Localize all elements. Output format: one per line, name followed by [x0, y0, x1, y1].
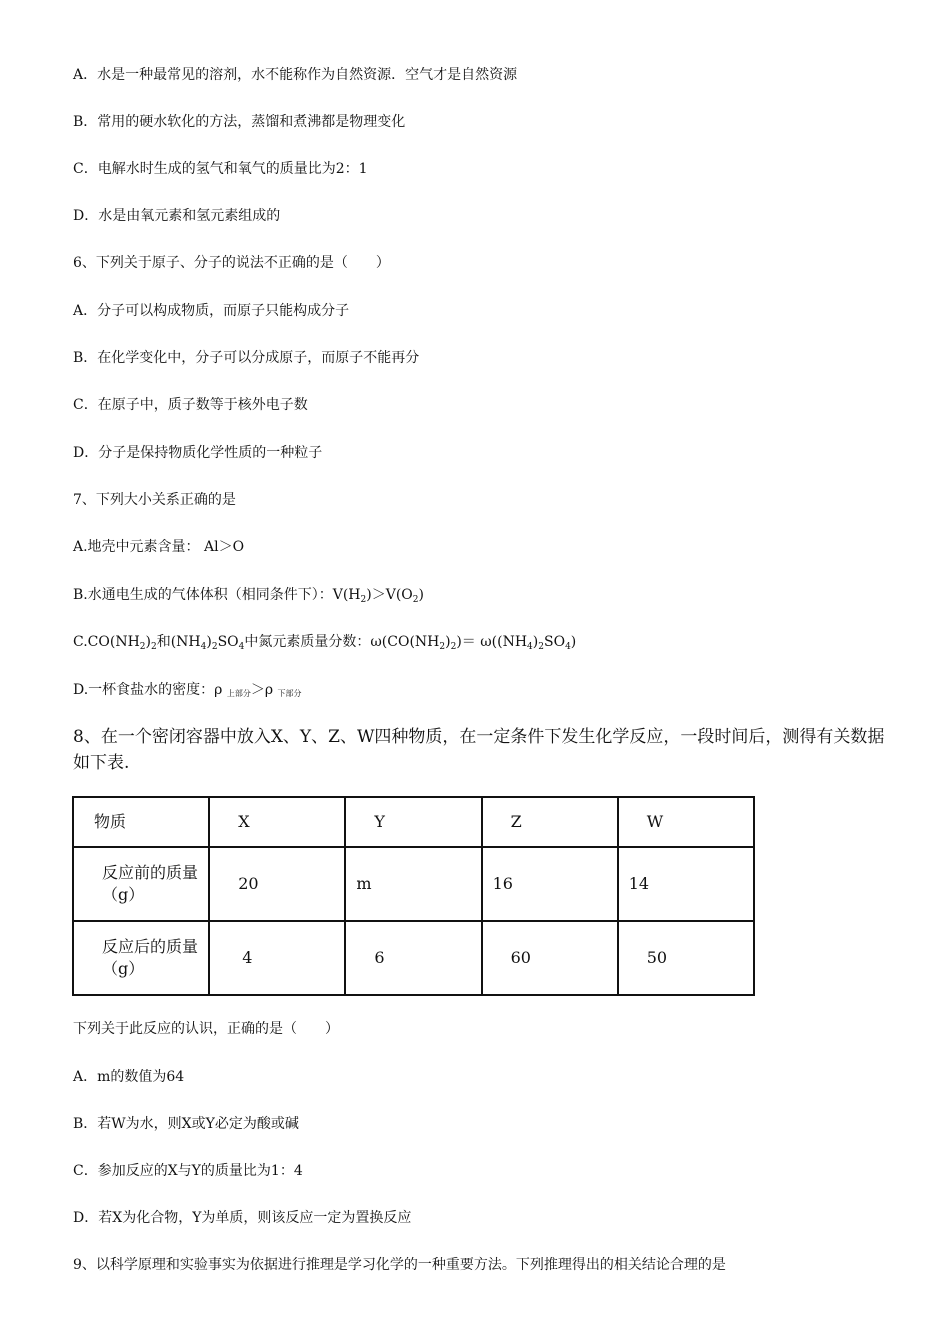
header-z: Z [510, 812, 522, 831]
q5-option-b: B．常用的硬水软化的方法，蒸馏和煮沸都是物理变化 [73, 114, 406, 130]
q6-option-a: A．分子可以构成物质，而原子只能构成分子 [73, 303, 350, 319]
q8-option-a: A．m的数值为64 [73, 1069, 185, 1085]
table-header-cell [345, 797, 481, 847]
table-header-cell [618, 797, 754, 847]
q7-option-d: D.一杯食盐水的密度：ρ 上部分＞ρ 下部分 [73, 682, 302, 698]
row-label: 反应前的质量（g） [73, 847, 209, 921]
table-header-cell [482, 797, 618, 847]
q8-stem: 8、在一个密闭容器中放入X、Y、Z、W四种物质，在一定条件下发生化学反应，一段时间后，测得有关数据如下表. [73, 727, 885, 773]
q8-data-table [72, 796, 755, 996]
header-x: X [238, 812, 250, 831]
table-header-cell [73, 797, 209, 847]
table-cell: 16 [482, 847, 618, 921]
q5-option-a: A．水是一种最常见的溶剂，水不能称作为自然资源．空气才是自然资源 [73, 67, 518, 83]
table-cell: 6 [345, 921, 481, 995]
q5-option-c: C．电解水时生成的氢气和氧气的质量比为2：1 [73, 161, 368, 177]
header-substance: 物质 [94, 812, 127, 831]
table-cell: m [345, 847, 481, 921]
table-header-row [73, 797, 754, 847]
table-cell: 50 [618, 921, 754, 995]
table-header-cell [209, 797, 345, 847]
table-row [73, 847, 754, 921]
q6-option-d: D．分子是保持物质化学性质的一种粒子 [73, 445, 323, 461]
table-cell: 20 [209, 847, 345, 921]
table-cell: 14 [618, 847, 754, 921]
q6-option-c: C．在原子中，质子数等于核外电子数 [73, 397, 308, 413]
table-cell: 60 [482, 921, 618, 995]
q6-stem: 6、下列关于原子、分子的说法不正确的是（ ） [73, 255, 390, 271]
q7-option-c: $C.CO(NH_2)_2$和$(NH_4)_2SO_4$中氮元素质量分数：$\omega(CO(NH_2)_2)= \omega((NH_4)_2SO_4)$ [73, 634, 577, 652]
row-label: 反应后的质量（g） [73, 921, 209, 995]
q6-option-b: B．在化学变化中，分子可以分成原子，而原子不能再分 [73, 350, 420, 366]
q9-stem: 9、以科学原理和实验事实为依据进行推理是学习化学的一种重要方法。下列推理得出的相关结论合理的是 [73, 1257, 726, 1273]
q7-option-a: A.地壳中元素含量： Al＞O [73, 539, 245, 555]
q5-option-d: D．水是由氧元素和氢元素组成的 [73, 208, 281, 224]
q8-sub-stem: 下列关于此反应的认识，正确的是（ ） [73, 1021, 339, 1037]
q8-option-c: C．参加反应的X与Y的质量比为1：4 [73, 1163, 303, 1179]
header-w: W [646, 812, 664, 831]
q7-stem: 7、下列大小关系正确的是 [73, 492, 236, 508]
table-row [73, 921, 754, 995]
header-y: Y [374, 812, 385, 831]
q8-option-d: D．若X为化合物，Y为单质，则该反应一定为置换反应 [73, 1210, 412, 1226]
q7-option-b: B.水通电生成的气体体积（相同条件下）：$V(H_2)>V(O_2)$ [73, 587, 424, 605]
table-cell: 4 [209, 921, 345, 995]
q8-option-b: B．若W为水，则X或Y必定为酸或碱 [73, 1116, 299, 1132]
